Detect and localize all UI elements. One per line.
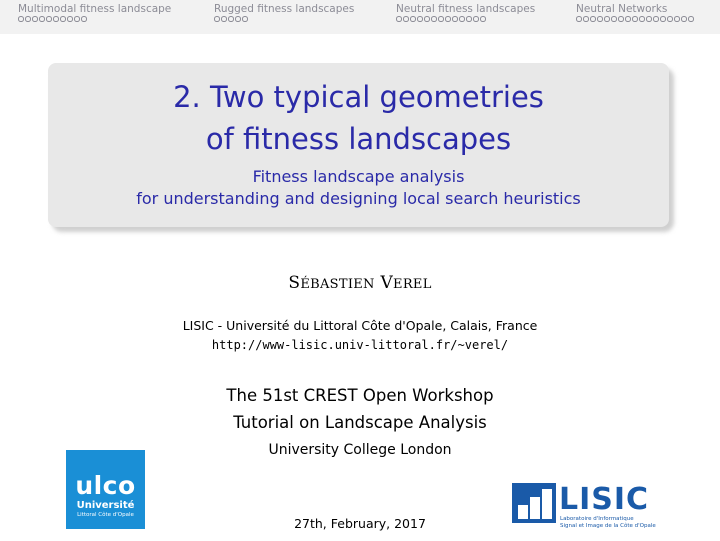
nav-slide-dot[interactable] bbox=[67, 16, 73, 22]
author-name bbox=[0, 273, 720, 293]
author-first-initial: S bbox=[288, 273, 301, 293]
nav-slide-dot[interactable] bbox=[466, 16, 472, 22]
lisic-logo bbox=[512, 483, 662, 531]
subtitle-line-1: Fitness landscape analysis bbox=[252, 167, 465, 186]
nav-slide-dot[interactable] bbox=[688, 16, 694, 22]
event-name: The 51st CREST Open Workshop bbox=[226, 386, 494, 405]
lisic-logo-subtitle bbox=[560, 516, 656, 530]
nav-slide-dot[interactable] bbox=[576, 16, 582, 22]
nav-slide-dot[interactable] bbox=[639, 16, 645, 22]
nav-slide-dot[interactable] bbox=[604, 16, 610, 22]
nav-slide-dot[interactable] bbox=[597, 16, 603, 22]
nav-slide-dot[interactable] bbox=[653, 16, 659, 22]
ulco-logo-universite: Université bbox=[76, 500, 135, 511]
ulco-logo-text: ulco bbox=[75, 471, 136, 500]
nav-section-rugged[interactable]: Rugged fitness landscapes bbox=[214, 3, 355, 15]
nav-slide-dot[interactable] bbox=[445, 16, 451, 22]
nav-slide-dot[interactable] bbox=[74, 16, 80, 22]
nav-slide-dot[interactable] bbox=[221, 16, 227, 22]
nav-slide-dot[interactable] bbox=[611, 16, 617, 22]
nav-slide-dot[interactable] bbox=[403, 16, 409, 22]
nav-section-neutral[interactable]: Neutral fitness landscapes bbox=[396, 3, 536, 15]
nav-slide-dot[interactable] bbox=[424, 16, 430, 22]
nav-dots-neutral-networks[interactable] bbox=[576, 16, 694, 22]
title-line-1: 2. Two typical geometries bbox=[173, 80, 544, 114]
nav-slide-dot[interactable] bbox=[410, 16, 416, 22]
nav-slide-dot[interactable] bbox=[235, 16, 241, 22]
presentation-date: 27th, February, 2017 bbox=[294, 516, 426, 531]
subtitle-line-2: for understanding and designing local search heuristics bbox=[136, 189, 581, 208]
nav-slide-dot[interactable] bbox=[473, 16, 479, 22]
nav-slide-dot[interactable] bbox=[583, 16, 589, 22]
lisic-subtitle-line-1: Laboratoire d'Informatique bbox=[560, 516, 634, 522]
lisic-logo-text: LISIC bbox=[559, 482, 650, 517]
title-line-2: of fitness landscapes bbox=[205, 122, 512, 156]
nav-slide-dot[interactable] bbox=[431, 16, 437, 22]
title-block bbox=[48, 63, 669, 227]
nav-section-neutral-networks[interactable]: Neutral Networks bbox=[576, 3, 668, 15]
nav-slide-dot[interactable] bbox=[625, 16, 631, 22]
nav-slide-dot[interactable] bbox=[667, 16, 673, 22]
nav-dots-multimodal[interactable] bbox=[18, 16, 87, 22]
nav-slide-dot[interactable] bbox=[618, 16, 624, 22]
author-url[interactable]: http://www-lisic.univ-littoral.fr/~verel/ bbox=[211, 338, 509, 352]
nav-dots-neutral[interactable] bbox=[396, 16, 486, 22]
nav-slide-dot[interactable] bbox=[32, 16, 38, 22]
nav-slide-dot[interactable] bbox=[480, 16, 486, 22]
nav-slide-dot[interactable] bbox=[681, 16, 687, 22]
nav-slide-dot[interactable] bbox=[660, 16, 666, 22]
nav-slide-dot[interactable] bbox=[396, 16, 402, 22]
lisic-emblem-icon bbox=[512, 483, 556, 523]
nav-slide-dot[interactable] bbox=[646, 16, 652, 22]
nav-dots-rugged[interactable] bbox=[214, 16, 248, 22]
institution: LISIC - Université du Littoral Côte d'Opale, Calais, France bbox=[182, 318, 538, 333]
nav-slide-dot[interactable] bbox=[242, 16, 248, 22]
ulco-logo-subtitle: Littoral Côte d'Opale bbox=[77, 512, 134, 518]
nav-slide-dot[interactable] bbox=[590, 16, 596, 22]
nav-slide-dot[interactable] bbox=[25, 16, 31, 22]
nav-section-multimodal[interactable]: Multimodal fitness landscape bbox=[18, 3, 172, 15]
nav-slide-dot[interactable] bbox=[81, 16, 87, 22]
nav-slide-dot[interactable] bbox=[214, 16, 220, 22]
nav-slide-dot[interactable] bbox=[452, 16, 458, 22]
nav-slide-dot[interactable] bbox=[46, 16, 52, 22]
nav-slide-dot[interactable] bbox=[459, 16, 465, 22]
nav-slide-dot[interactable] bbox=[417, 16, 423, 22]
nav-slide-dot[interactable] bbox=[228, 16, 234, 22]
venue: University College London bbox=[268, 442, 452, 458]
author-first-rest: ÉBASTIEN bbox=[300, 277, 375, 292]
author-last-initial: V bbox=[380, 273, 394, 293]
nav-slide-dot[interactable] bbox=[632, 16, 638, 22]
nav-slide-dot[interactable] bbox=[39, 16, 45, 22]
tutorial-name: Tutorial on Landscape Analysis bbox=[233, 413, 487, 432]
nav-slide-dot[interactable] bbox=[53, 16, 59, 22]
nav-slide-dot[interactable] bbox=[674, 16, 680, 22]
author-last-rest: EREL bbox=[393, 277, 432, 292]
nav-slide-dot[interactable] bbox=[18, 16, 24, 22]
nav-slide-dot[interactable] bbox=[60, 16, 66, 22]
nav-slide-dot[interactable] bbox=[438, 16, 444, 22]
section-navigation-bar bbox=[0, 0, 720, 34]
lisic-subtitle-line-2: Signal et Image de la Côte d'Opale bbox=[560, 523, 656, 529]
